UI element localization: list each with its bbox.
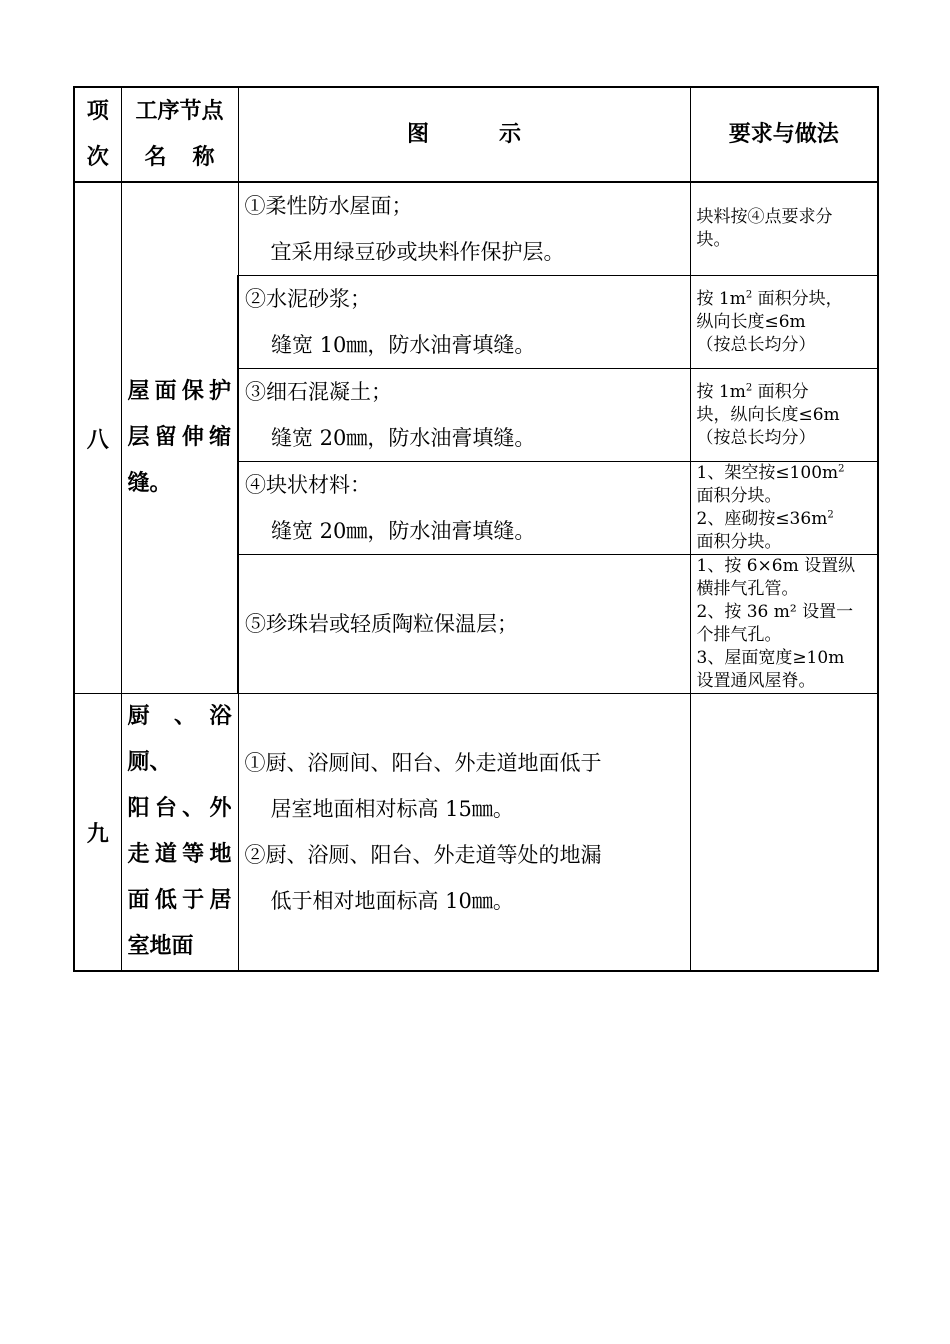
illustration-cell: ①柔性防水屋面； 宜采用绿豆砂或块料作保护层。	[238, 182, 690, 276]
header-item-no: 项 次	[74, 87, 121, 182]
node-name-cell: 厨 、 浴 厕、 阳台、外 走道等地 面低于居 室地面	[121, 694, 238, 972]
requirement-cell: 块料按④点要求分 块。	[690, 182, 878, 276]
header-requirements: 要求与做法	[690, 87, 878, 182]
section-number: 八	[74, 182, 121, 694]
illustration-cell: ②水泥砂浆； 缝宽 10㎜，防水油膏填缝。	[238, 276, 690, 369]
table-row	[74, 694, 878, 972]
section-number: 九	[74, 694, 121, 972]
requirement-cell	[690, 694, 878, 972]
illustration-cell: ③细石混凝土； 缝宽 20㎜，防水油膏填缝。	[238, 369, 690, 462]
table-header-row	[74, 87, 878, 182]
table-row	[74, 182, 878, 276]
requirement-cell: 1、架空按$\le 100m^2$ 面积分块。 2、座砌按$\le 36m^2$ 面积分块。	[690, 462, 878, 555]
construction-spec-table	[73, 86, 879, 972]
header-node-name: 工序节点 名 称	[121, 87, 238, 182]
requirement-cell: 按 $1m^2$ 面积分 块，纵向长度≤6m （按总长均分）	[690, 369, 878, 462]
illustration-cell: ⑤珍珠岩或轻质陶粒保温层；	[238, 555, 690, 694]
illustration-cell: ①厨、浴厕间、阳台、外走道地面低于 居室地面相对标高 15㎜。 ②厨、浴厕、阳台、外走道等处的地漏 低于相对地面标高 10㎜。	[238, 694, 690, 972]
requirement-cell: 按 $1m^2$ 面积分块， 纵向长度≤6m （按总长均分）	[690, 276, 878, 369]
node-name-cell: 屋面保护 层留伸缩 缝。	[121, 182, 238, 694]
header-illustration: 图 示	[238, 87, 690, 182]
illustration-cell: ④块状材料： 缝宽 20㎜，防水油膏填缝。	[238, 462, 690, 555]
requirement-cell: 1、按 6×6m 设置纵 横排气孔管。 2、按 36 m² 设置一 个排气孔。 3、屋面宽度≥10m 设置通风屋脊。	[690, 555, 878, 694]
